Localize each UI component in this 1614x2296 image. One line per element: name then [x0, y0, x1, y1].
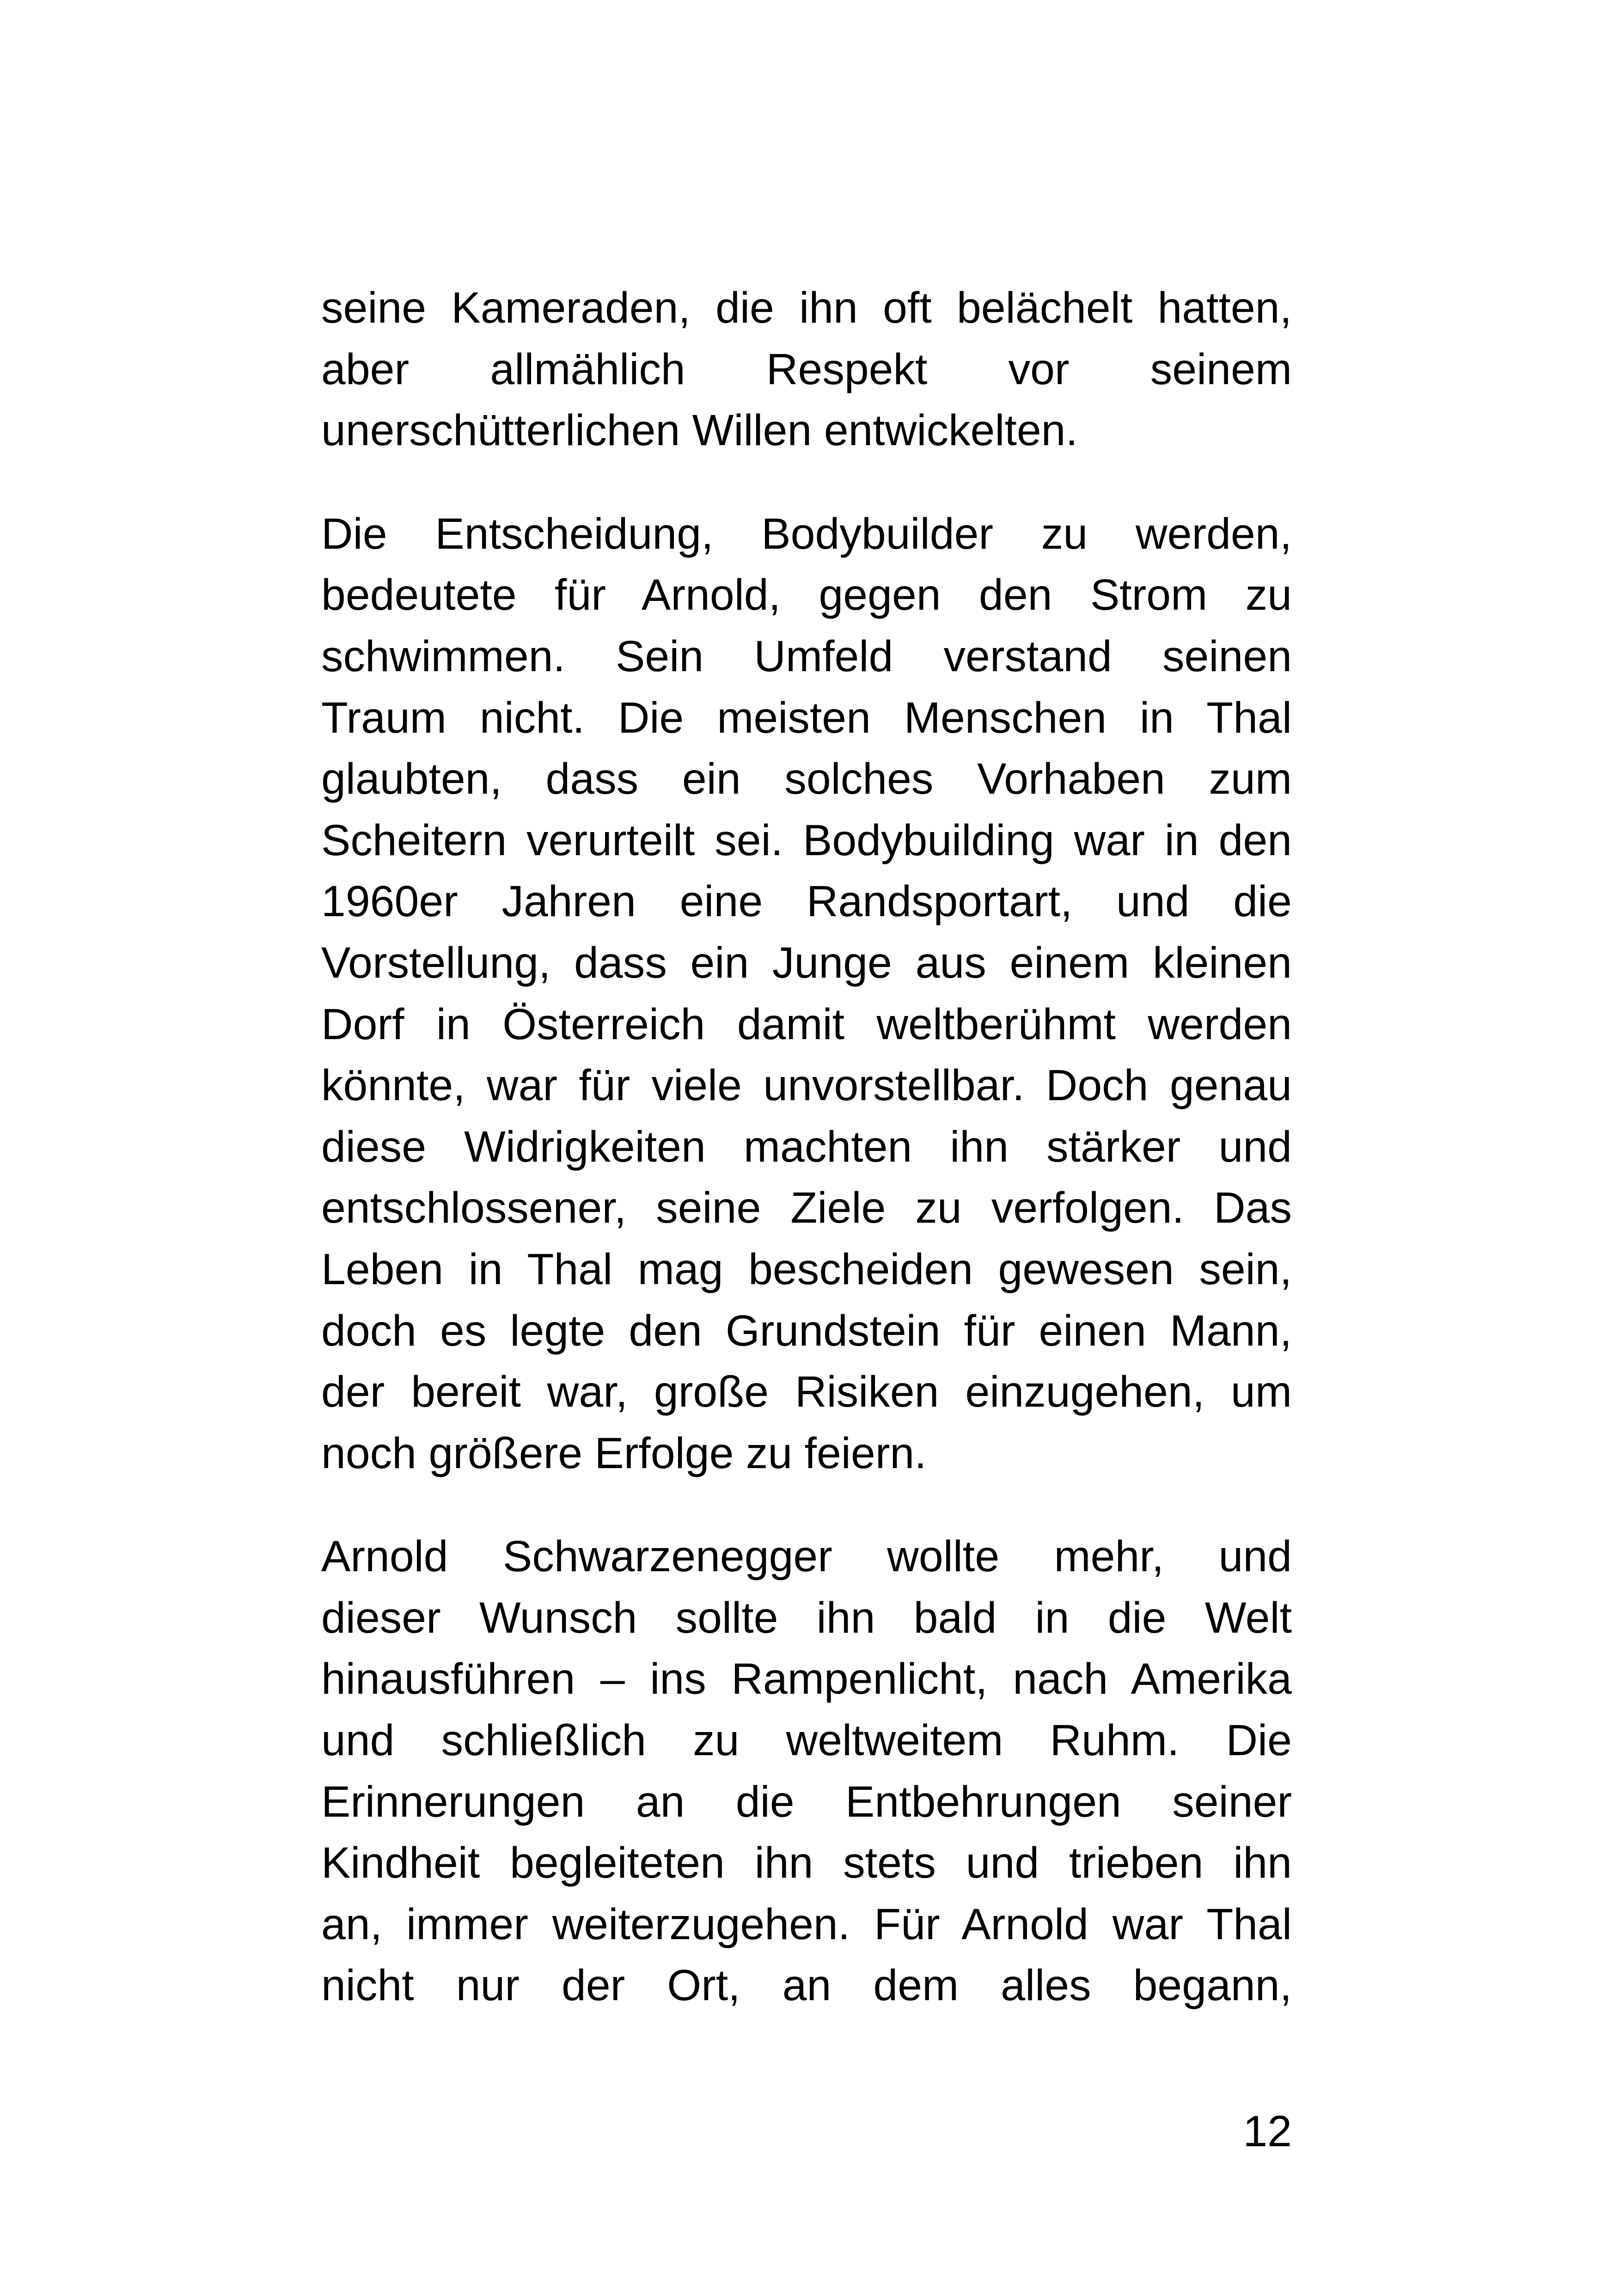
text-line: Vorstellung, dass ein Junge aus einem kleinen	[321, 938, 1292, 987]
text-line: Die Entscheidung, Bodybuilder zu werden,	[321, 509, 1292, 558]
text-line: könnte, war für viele unvorstellbar. Doch genau	[321, 1061, 1292, 1110]
paragraph	[321, 503, 1292, 1484]
text-line: schwimmen. Sein Umfeld verstand seinen	[321, 631, 1292, 681]
text-line: noch größere Erfolge zu feiern.	[321, 1428, 927, 1478]
paragraph	[321, 1526, 1292, 2016]
text-line: Kindheit begleiteten ihn stets und trieben ihn	[321, 1838, 1292, 1888]
text-line: seine Kameraden, die ihn oft belächelt hatten,	[321, 283, 1292, 332]
text-line: der bereit war, große Risiken einzugehen, um	[321, 1367, 1292, 1417]
text-line: aber allmählich Respekt vor seinem	[321, 344, 1292, 394]
text-line: Scheitern verurteilt sei. Bodybuilding war in den	[321, 815, 1292, 865]
text-line: Erinnerungen an die Entbehrungen seiner	[321, 1777, 1292, 1826]
text-line: dieser Wunsch sollte ihn bald in die Welt	[321, 1593, 1292, 1642]
text-line: hinausführen – ins Rampenlicht, nach Amerika	[321, 1654, 1292, 1704]
text-line: unerschütterlichen Willen entwickelten.	[321, 406, 1078, 455]
text-line: diese Widrigkeiten machten ihn stärker und	[321, 1122, 1292, 1171]
text-line: Arnold Schwarzenegger wollte mehr, und	[321, 1532, 1292, 1581]
paragraph	[321, 277, 1292, 461]
text-line: glaubten, dass ein solches Vorhaben zum	[321, 754, 1292, 804]
text-line: bedeutete für Arnold, gegen den Strom zu	[321, 570, 1292, 620]
text-line: entschlossener, seine Ziele zu verfolgen. Das	[321, 1183, 1292, 1233]
body-text	[321, 277, 1292, 2016]
page-number: 12	[1243, 2107, 1292, 2156]
text-line: Dorf in Österreich damit weltberühmt werden	[321, 999, 1292, 1049]
text-line: Leben in Thal mag bescheiden gewesen sein,	[321, 1244, 1292, 1294]
text-line: und schließlich zu weltweitem Ruhm. Die	[321, 1716, 1292, 1765]
text-line: Traum nicht. Die meisten Menschen in Thal	[321, 693, 1292, 742]
text-line: 1960er Jahren eine Randsportart, und die	[321, 877, 1292, 926]
text-line: doch es legte den Grundstein für einen Mann,	[321, 1306, 1292, 1355]
text-line: an, immer weiterzugehen. Für Arnold war Thal	[321, 1899, 1292, 1949]
text-line: nicht nur der Ort, an dem alles begann,	[321, 1961, 1292, 2010]
